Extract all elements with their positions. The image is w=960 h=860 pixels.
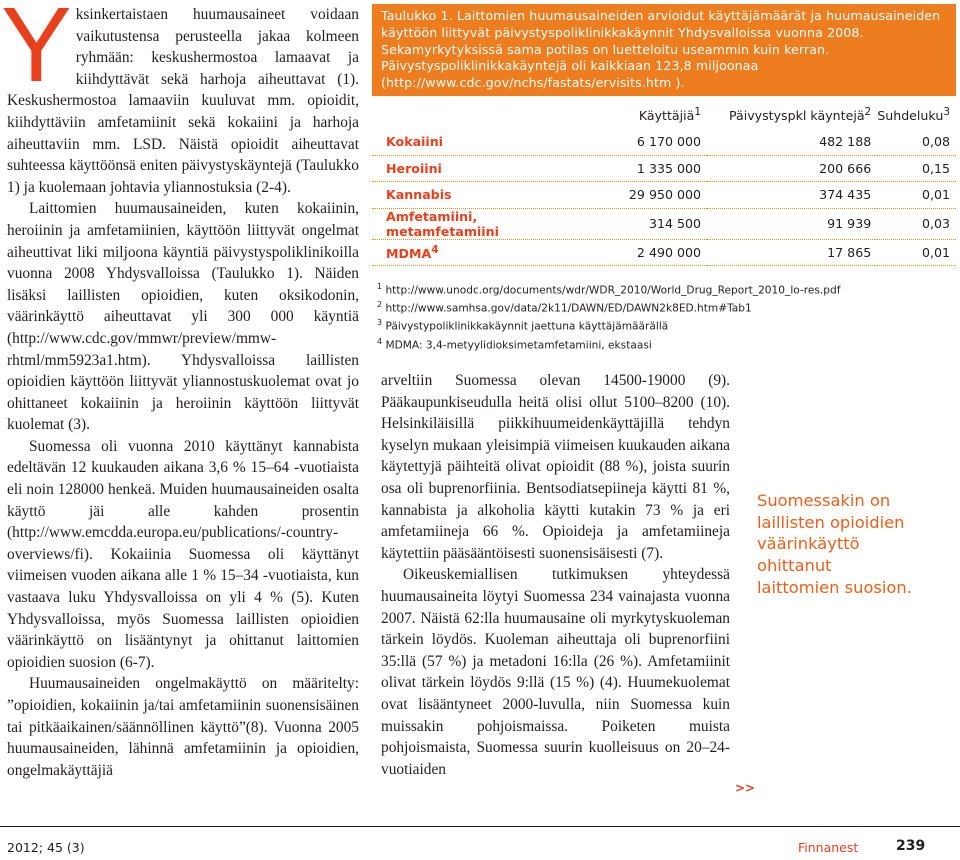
ratio-cell: 0,08 [921, 134, 950, 150]
table-row [372, 239, 956, 266]
continue-marker: >> [735, 781, 756, 795]
paragraph: Oikeuskemiallisen tutkimuksen yhteydessä huumausaineita löytyi Suomessa 234 vainajasta vuonna 2007. Näistä 62:lla huumausaine oli myrkytyskuoleman tärkein löydös. Kuoleman aiheuttaja oli buprenorfiini 35:llä (57 %) ja metadoni 16:lla (26 %). Amfetamiinit olivat tärkein löydös 9:llä (15 %) (4). Huumekuolemat ovat lisääntyneet 2000-luvulla, niin Suomessa kuin muissakin pohjoismaissa. Poiketen muista pohjoismaista, Suomessa suurin kuolleisuus on 20–24-vuotiaiden [381, 566, 730, 778]
header-users: Käyttäjiä$^1$ [638, 105, 702, 124]
ratio-cell: 0,03 [921, 216, 950, 232]
footer-brand: Finnanest [798, 840, 859, 855]
table-header-row [372, 102, 956, 129]
table-row [372, 129, 956, 155]
table-row [372, 208, 956, 239]
table-row [372, 155, 956, 182]
visits-cell: 91 939 [827, 216, 872, 232]
visits-cell: 17 865 [827, 244, 872, 260]
table-box [372, 4, 956, 352]
visits-cell: 482 188 [819, 134, 872, 150]
footnote: $^1$ http://www.unodc.org/documents/wdr/WDR_2010/World_Drug_Report_2010_lo-res.pdf [377, 282, 841, 297]
footnote: $^4$ MDMA: 3,4-metyylidioksimetamfetamiini, ekstaasi [377, 336, 652, 352]
ratio-cell: 0,15 [921, 160, 950, 176]
header-ratio: Suhdeluku$^3$ [877, 105, 950, 124]
footer-divider [0, 826, 960, 827]
paragraph: Laittomien huumausaineiden, kuten kokaiinin, heroiinin ja amfetamiinien, käyttöön liittyvät ongelmat aiheuttivat liki miljoona käyntiä päivystyspoliklinikoilla vuonna 2008 Yhdysvalloissa (Taulukko 1). Näiden lisäksi laillisten opioidien, kuten oksikodonin, väärinkäyttö aiheuttavat yli 300 000 käyntiä (http://www.cdc.gov/mmwr/preview/mmw-rhtml/mm5923a1.htm). Yhdysvalloissa laillisten opioidien käyttöön liittyvät yliannostuskuolemat ovat jo ohittaneet kokaiinin ja heroiinin käyttöön liittyvät kuolemat (3). [7, 200, 359, 434]
users-cell: 6 170 000 [636, 134, 702, 150]
paragraph: arveltiin Suomessa olevan 14500-19000 (9). Pääkaupunkiseudulla heitä olisi ollut 5100–8200 (10). Helsinkiläisillä piikkihuumeidenkäyttäjillä tehdyn kyselyn mukaan yleisimpiä viimeisen kuukauden aikana käytettyjä päihteitä olivat opioidit (88 %), joista suurin osa oli buprenorfiinia. Bentsodiatsepiineja käytti 81 %, kannabista ja alkoholia käytti kutakin 73 % ja eri amfetamiineja 66 %. Opioideja ja amfetamiineja käytettiin pääsääntöisesti suonensisäisesti (7). [381, 372, 730, 562]
header-empty [372, 102, 600, 129]
left-column [1, 0, 359, 781]
footnote: $^2$ http://www.samhsa.gov/data/2k11/DAWN/ED/DAWN2k8ED.htm#Tab1 [377, 300, 752, 315]
table-caption: Taulukko 1. Laittomien huumausaineiden arvioidut käyttäjämäärät ja huumausaineiden käyttöön liittyvät päivystyspoliklinikkakäynnit Yhdysvalloissa vuonna 2008. Sekamyrkytyksissä sama potilas on luetteloitu useammin kuin kerran. Päivystyspoliklinikkakäyntejä oli kaikkiaan 123,8 miljoonaa (http://www.cdc.gov/nchs/fastats/ervisits.htm ). [372, 4, 956, 96]
data-table [372, 102, 956, 266]
users-cell: 1 335 000 [636, 160, 702, 176]
users-cell: 29 950 000 [628, 187, 702, 203]
dropcap: Y [1, 0, 72, 104]
drug-name-cell: Heroiini [386, 160, 442, 176]
footnote: $^3$ Päivystypoliklinikkakäynnit jaettuna käyttäjämäärällä [377, 318, 669, 333]
page-number: 239 [896, 838, 926, 854]
pull-quote: Suomessakin on laillisten opioidien väärinkäyttö ohittanut laittomien suosion. [757, 491, 912, 597]
header-visits: Päivystyspkl käyntejä$^2$ [728, 105, 872, 124]
paragraph: Yksinkertaistaen huumausaineet voidaan vaikutustensa perusteella jakaa kolmeen ryhmään: keskushermostoa lamaavat ja kiihdyttävät sekä harhoja aiheuttavat (1). Keskushermostoa lamaaviin kuuluvat mm. opioidit, kiihdyttäviin amfetamiinit sekä kokaiini ja harhoja aiheuttaviin mm. LSD. Näistä opioidit aiheuttavat suhteessa käyttöönsä eniten päivystyskäyntejä (Taulukko 1) ja kuolemaan johtavia yliannostuksia (2-4). [1, 0, 359, 196]
drug-name-cell: Kannabis [386, 187, 452, 203]
table-row [372, 182, 956, 209]
paragraph: Huumausaineiden ongelmakäyttö on määritelty: ”opioidien, kokaiinin ja/tai amfetamiinin suonensisäinen tai pitkäaikainen/säännöllinen käyttö”(8). Vuonna 2005 huumausaineiden, lähinnä amfetamiinin ja opioidien, ongelmakäyttäjiä [7, 675, 359, 779]
users-cell: 314 500 [648, 216, 702, 232]
users-cell: 2 490 000 [636, 244, 702, 260]
paragraph: Suomessa oli vuonna 2010 käyttänyt kannabista edeltävän 12 kuukauden aikana 3,6 % 15–64 -vuotiaista eli noin 128000 henkeä. Muiden huumausaineiden osalta käyttö jäi alle kahden prosentin (http://www.emcdda.europa.eu/publications/-country-overviews/fi). Kokaiinia Suomessa oli käyttänyt viimeisen vuoden aikana alle 1 % 15–34 -vuotiaista, kun vastaava luku Yhdysvalloissa on yli 4 % (5). Kuten Yhdysvalloissa, myös Suomessa laillisten opioidien väärinkäyttö on lisääntynyt ja ohittanut laittomien opioidien suosion (6-7). [7, 437, 359, 671]
table-footnotes [372, 280, 956, 353]
drug-name-cell: MDMA$^4$ [386, 243, 439, 262]
ratio-cell: 0,01 [921, 244, 950, 260]
drug-name-cell: Amfetamiini, metamfetamiini [386, 208, 499, 239]
footer-issue: 2012; 45 (3) [7, 840, 85, 855]
visits-cell: 374 435 [819, 187, 872, 203]
visits-cell: 200 666 [819, 160, 872, 176]
drug-name-cell: Kokaiini [386, 134, 443, 150]
ratio-cell: 0,01 [921, 187, 950, 203]
right-column [381, 370, 730, 780]
